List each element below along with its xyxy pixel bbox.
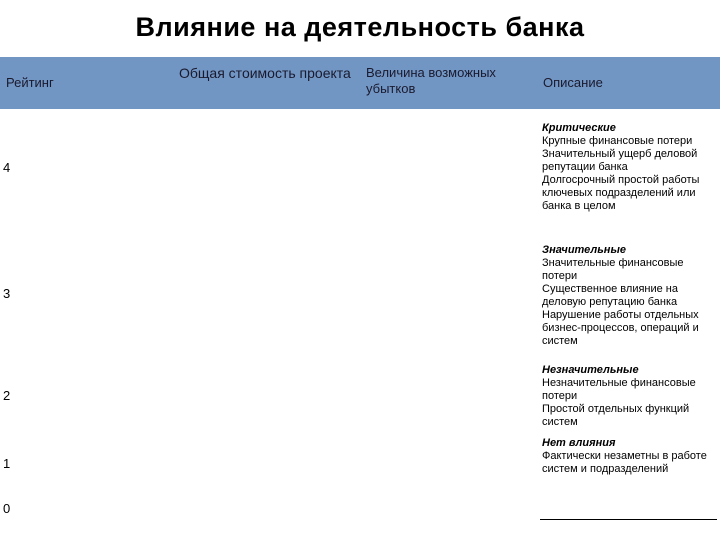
description-block-significant [542,244,718,348]
rating-value-1: 1 [3,456,11,471]
table-header-row [0,57,720,109]
description-heading: Незначительные [542,364,639,376]
description-block-no-impact [542,437,718,476]
column-header-project-cost: Общая стоимость проекта [179,65,351,81]
description-line: Существенное влияние на деловую репутацию банка [542,282,679,308]
rating-value-3: 3 [3,286,11,301]
description-line: Крупные финансовые потери [542,134,693,147]
page-title: Влияние на деятельность банка [135,12,585,42]
description-heading: Критические [542,122,616,134]
description-line: Незначительные финансовые потери [542,376,696,402]
description-line: Значительные финансовые потери [542,256,684,282]
divider-line [540,519,717,520]
description-heading: Нет влияния [542,437,616,449]
description-heading: Значительные [542,244,626,256]
rating-value-2: 2 [3,388,11,403]
description-line: Значительный ущерб деловой репутации банка [542,147,698,173]
column-header-possible-losses: Величина возможных убытков [366,65,496,97]
description-block-critical [542,122,718,213]
description-line: Простой отдельных функций систем [542,402,690,428]
rating-value-0: 0 [3,501,11,516]
description-line: Долгосрочный простой работы ключевых подразделений или банка в целом [542,173,700,212]
rating-value-4: 4 [3,160,11,175]
description-line: Фактически незаметны в работе систем и подразделений [542,449,707,475]
description-block-insignificant [542,364,718,429]
column-header-rating: Рейтинг [6,74,54,90]
column-header-description: Описание [543,74,603,90]
description-line: Нарушение работы отдельных бизнес-процессов, операций и систем [542,308,699,347]
